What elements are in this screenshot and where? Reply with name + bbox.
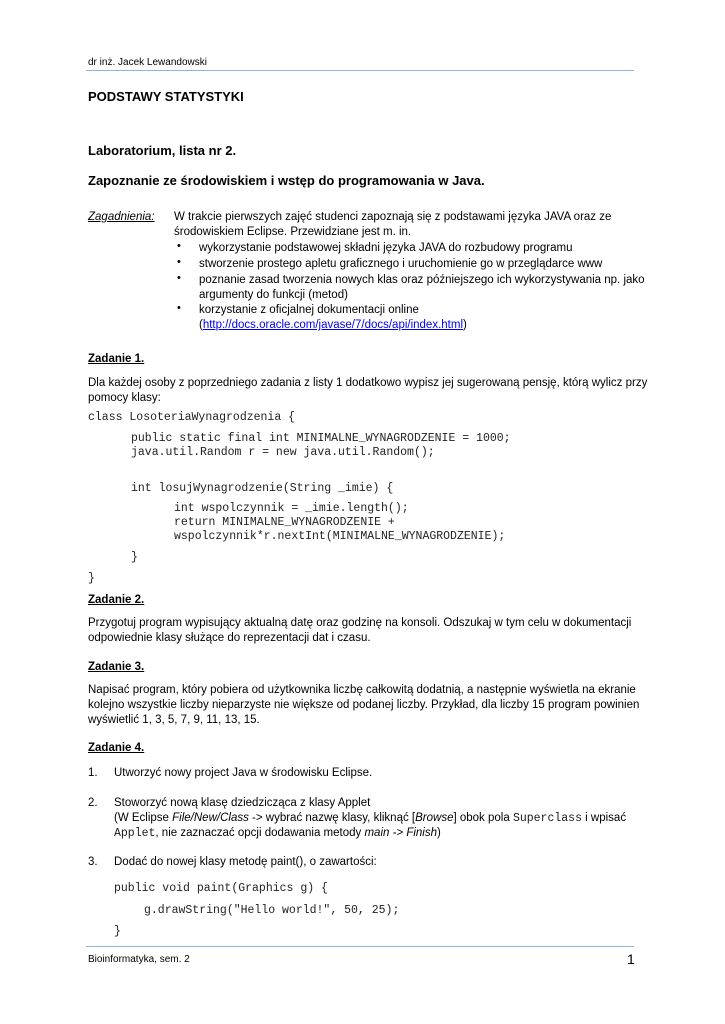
zagadnienia-label: Zagadnienia:: [88, 211, 155, 223]
code-line: public void paint(Graphics g) {: [114, 882, 328, 895]
doc-subtitle: Zapoznanie ze środowiskiem i wstęp do programowania w Java.: [88, 173, 485, 188]
page-number: 1: [627, 951, 635, 967]
code-line: int losujWynagrodzenie(String _imie) {: [131, 482, 394, 495]
documentation-link-line: [199, 317, 467, 333]
task1-title: Zadanie 1.: [88, 353, 145, 365]
task2-title: Zadanie 2.: [88, 594, 145, 606]
text-run: -> wybrać nazwę klasy, kliknąć [: [248, 812, 416, 824]
applet-class: Applet: [114, 827, 156, 840]
code-line: g.drawString("Hello world!", 50, 25);: [144, 904, 400, 917]
zagadnienia-intro-1: W trakcie pierwszych zajęć studenci zapoznają się z podstawami języka JAVA oraz ze: [174, 211, 612, 223]
code-line: public static final int MINIMALNE_WYNAGRODZENIE = 1000;: [131, 432, 511, 445]
documentation-link[interactable]: http://docs.oracle.com/javase/7/docs/api/index.html: [202, 319, 464, 331]
code-line: }: [114, 925, 121, 938]
bullet-icon: •: [177, 240, 181, 252]
doc-title: PODSTAWY STATYSTYKI: [88, 89, 244, 104]
task2-text-2: odpowiednie klasy służące do reprezentacji dat i czasu.: [88, 632, 371, 644]
menu-path: File/New/Class: [172, 812, 249, 824]
zagadnienia-item: wykorzystanie podstawowej składni języka JAVA do rozbudowy programu: [199, 242, 573, 254]
step-number: 1.: [88, 767, 98, 779]
step-number: 2.: [88, 797, 98, 809]
task1-text-2: pomocy klasy:: [88, 392, 161, 404]
task1-text-1: Dla każdej osoby z poprzedniego zadania z listy 1 dodatkowo wypisz jej sugerowaną pensję, którą wylicz przy: [88, 377, 648, 389]
text-run: i wpisać: [581, 812, 627, 824]
task2-text-1: Przygotuj program wypisujący aktualną datę oraz godzinę na konsoli. Odszukaj w tym celu w dokumentacji: [88, 617, 632, 629]
step-number: 3.: [88, 856, 98, 868]
task3-text-3: wyświetlić 1, 3, 5, 7, 9, 11, 13, 15.: [88, 714, 260, 726]
footer-rule: [86, 946, 634, 947]
zagadnienia-item: korzystanie z oficjalnej dokumentacji online: [199, 304, 419, 316]
lab-title: Laboratorium, lista nr 2.: [88, 143, 237, 158]
zagadnienia-intro-2: środowiskiem Eclipse. Przewidziane jest m. in.: [174, 226, 412, 238]
header-author: dr inż. Jacek Lewandowski: [88, 57, 207, 68]
task3-title: Zadanie 3.: [88, 661, 145, 673]
task3-text-1: Napisać program, który pobiera od użytkownika liczbę całkowitą dodatnią, a następnie wyświetla na ekranie: [88, 684, 636, 696]
task4-step1: Utworzyć nowy project Java w środowisku Eclipse.: [114, 767, 373, 779]
code-line: int wspolczynnik = _imie.length();: [174, 502, 409, 515]
code-line: }: [88, 572, 95, 585]
zagadnienia-item: stworzenie prostego apletu graficznego i uruchomienie go w przeglądarce www: [199, 258, 603, 270]
bullet-icon: •: [177, 272, 181, 284]
task4-step3: Dodać do nowej klasy metodę paint(), o zawartości:: [114, 856, 377, 868]
finish-path: main -> Finish: [364, 827, 438, 839]
link-open-paren: (: [199, 319, 203, 331]
code-line: java.util.Random r = new java.util.Random();: [131, 446, 435, 459]
header-rule: [86, 70, 634, 71]
text-run: ): [437, 827, 441, 839]
code-line: }: [131, 551, 138, 564]
task4-step2-line3: [114, 825, 441, 842]
link-close-paren: ): [463, 319, 467, 331]
code-line: class LosoteriaWynagrodzenia {: [88, 411, 296, 424]
text-run: (W Eclipse: [114, 812, 173, 824]
task4-title: Zadanie 4.: [88, 742, 145, 754]
zagadnienia-item-cont: argumenty do funkcji (metod): [199, 289, 348, 301]
task3-text-2: kolejno wszystkie liczby nieparzyste nie większe od podanej liczby. Przykład, dla liczby 15 program powinien: [88, 699, 640, 711]
footer-text: Bioinformatyka, sem. 2: [88, 954, 190, 965]
text-run: , nie zaznaczać opcji dodawania metody: [155, 827, 365, 839]
superclass-field: Superclass: [512, 812, 582, 825]
code-line: return MINIMALNE_WYNAGRODZENIE +: [174, 516, 395, 529]
task4-step2-line1: Stoworzyć nową klasę dziedzicząca z klasy Applet: [114, 797, 371, 809]
bullet-icon: •: [177, 256, 181, 268]
code-line: wspolczynnik*r.nextInt(MINIMALNE_WYNAGRODZENIE);: [174, 530, 506, 543]
browse-label: Browse: [415, 812, 454, 824]
bullet-icon: •: [177, 302, 181, 314]
zagadnienia-item: poznanie zasad tworzenia nowych klas oraz późniejszego ich wykorzystywania np. jako: [199, 274, 645, 286]
text-run: ] obok pola: [453, 812, 513, 824]
